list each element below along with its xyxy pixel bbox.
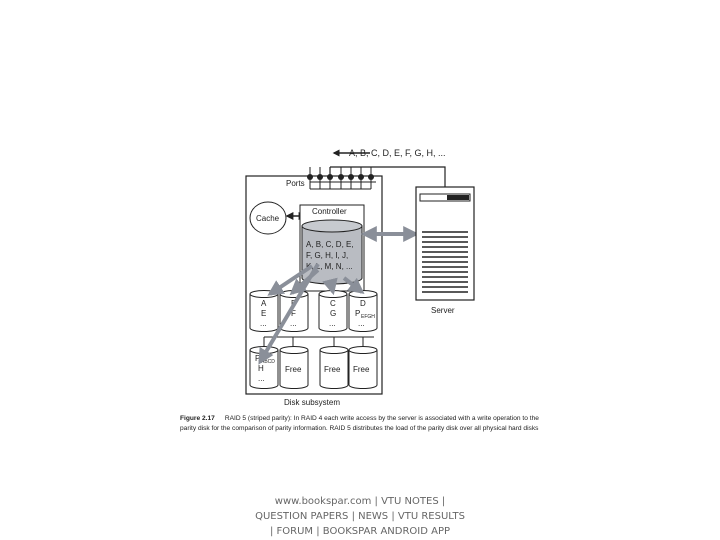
svg-text:Free: Free [353, 365, 370, 374]
disk-b-f [280, 291, 308, 332]
disk-c-g [319, 291, 347, 332]
svg-text:Free: Free [285, 365, 302, 374]
svg-text:P: P [355, 309, 361, 318]
svg-text:E: E [261, 309, 267, 318]
figure-caption [180, 414, 552, 434]
controller-data-line-3: K, L, M, N, ... [306, 262, 353, 271]
svg-text:...: ... [258, 374, 265, 383]
svg-text:ABCD: ABCD [261, 359, 275, 365]
svg-text:EFGH: EFGH [361, 314, 375, 320]
disk-d-parity-efgh [349, 291, 377, 332]
write-data-label: A, B, C, D, E, F, G, H, ... [349, 148, 446, 158]
disk-a-e [250, 291, 278, 332]
svg-text:B: B [291, 299, 297, 308]
svg-text:C: C [330, 299, 336, 308]
controller-data-line-2: F, G, H, I, J, [306, 251, 349, 260]
svg-text:...: ... [260, 319, 267, 328]
disk-free-3 [349, 347, 377, 389]
svg-text:F: F [291, 309, 296, 318]
disk-free-1 [280, 347, 308, 389]
controller-data-line-1: A, B, C, D, E, [306, 240, 354, 249]
disk-subsystem-label: Disk subsystem [284, 398, 341, 407]
server-icon [416, 187, 474, 315]
svg-text:...: ... [329, 319, 336, 328]
footer-links [200, 494, 520, 539]
svg-text:D: D [360, 299, 366, 308]
svg-text:...: ... [290, 319, 297, 328]
footer-line-3[interactable]: | FORUM | BOOKSPAR ANDROID APP [269, 526, 451, 537]
svg-text:P: P [255, 354, 261, 363]
svg-text:...: ... [358, 319, 365, 328]
footer-line-2[interactable]: QUESTION PAPERS | NEWS | VTU RESULTS [255, 511, 465, 522]
svg-text:Free: Free [324, 365, 341, 374]
svg-text:H: H [258, 364, 264, 373]
cache-label: Cache [256, 214, 280, 223]
disk-free-2 [320, 347, 348, 389]
controller-label: Controller [312, 207, 347, 216]
server-label: Server [431, 306, 455, 315]
ports-label: Ports [286, 179, 305, 188]
svg-text:A: A [261, 299, 267, 308]
caption-text: RAID 5 (striped parity): In RAID 4 each write access by the server is associated with a write operation to the parity disk for the comparison of parity information. RAID 5 distributes the load of the parity disk over all physical hard disks [180, 415, 539, 432]
svg-text:G: G [330, 309, 337, 318]
figure-number: Figure 2.17 [180, 415, 215, 422]
footer-line-1[interactable]: www.bookspar.com | VTU NOTES | [274, 496, 446, 507]
